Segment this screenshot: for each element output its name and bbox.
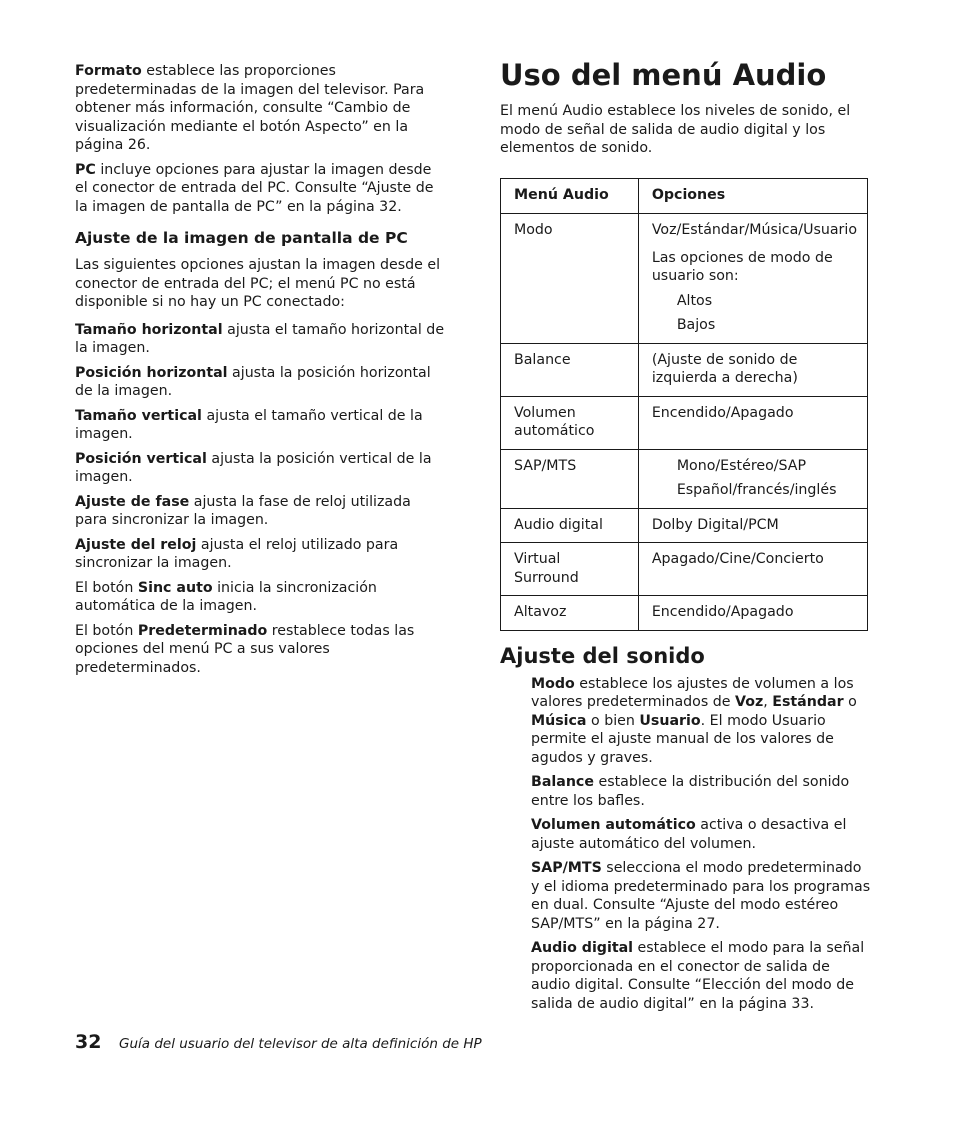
row-label: Altavoz [501,596,639,631]
term: Modo [531,675,575,692]
table-row [501,343,868,396]
term: Posición vertical [75,450,207,467]
desc: o [843,694,857,710]
desc: selecciona el modo predeterminado y el idioma predeterminado para los programas en dual. Consulte “Ajuste del modo estéreo SAP/MTS” en la página 27. [531,860,871,932]
pc-paragraph [75,161,447,217]
term: Predeterminado [137,622,268,639]
pc-description: Las siguientes opciones ajustan la imagen desde el conector de entrada del PC; el menú PC no está disponible si no hay un PC conectado: [75,257,441,310]
sub-option: Mono/Estéreo/SAP [676,457,807,474]
row-label: SAP/MTS [501,449,639,508]
header-menu-audio: Menú Audio [501,178,639,214]
prefix: El botón [75,579,138,596]
sound-item [531,939,872,1013]
row-options: Encendido/Apagado [638,396,867,449]
page-number: 32 [75,1031,102,1053]
desc: incluye opciones para ajustar la imagen desde el conector de entrada del PC. Consulte “Ajuste de la imagen de pantalla de PC” en la página 32. [75,161,434,215]
sub-option: Español/francés/inglés [676,482,837,498]
term: Voz [735,694,764,710]
desc: activa o desactiva el ajuste automático del volumen. [531,817,847,852]
desc: establece los ajustes de volumen a los valores predeterminados de [531,675,854,710]
page-footer [75,1033,482,1054]
term: Balance [531,774,594,790]
desc: ajusta la posición vertical de la imagen. [75,450,432,485]
header-opciones: Opciones [638,178,867,214]
desc: ajusta la posición horizontal de la imagen. [75,364,431,399]
term: Audio digital [531,940,634,956]
term: Posición horizontal [75,364,228,381]
table-header-row [501,178,868,214]
option-paragraph [75,321,447,358]
row-options: (Ajuste de sonido de izquierda a derecha) [638,343,867,396]
term: Usuario [639,712,701,729]
prefix: El botón [75,622,138,639]
term: Tamaño horizontal [75,321,223,338]
modo-paragraph [531,675,872,768]
desc: establece la distribución del sonido entre los bafles. [531,774,850,809]
desc: ajusta el reloj utilizado para sincronizar la imagen. [75,536,399,571]
desc: establece el modo para la señal proporcionada en el conector de salida de audio digital. Consulte “Elección del modo de salida de audio digital” en la página 33. [531,940,865,1012]
option-paragraph [75,407,447,444]
term: Música [531,712,587,729]
sound-item [531,859,872,933]
option-text: Voz/Estándar/Música/Usuario [651,222,857,238]
sinc-paragraph [75,579,447,616]
desc: , [763,694,773,710]
page-title: Uso del menú Audio [500,58,827,92]
term: PC [75,161,96,178]
row-options: Apagado/Cine/Concierto [638,543,867,596]
term: Tamaño vertical [75,407,202,424]
sound-item [531,816,872,853]
term: Volumen automático [531,817,696,833]
desc: o bien [586,712,640,729]
footer-text: Guía del usuario del televisor de alta definición de HP [119,1036,482,1052]
desc: . El modo Usuario permite el ajuste manual de los valores de agudos y graves. [531,712,834,766]
term: Ajuste del reloj [75,536,197,553]
pc-heading: Ajuste de la imagen de pantalla de PC [75,229,408,247]
sub-option: Bajos [676,317,716,333]
desc: restablece todas las opciones del menú PC a sus valores predeterminados. [75,622,415,676]
option-text: Las opciones de modo de usuario son: [651,249,833,284]
desc: ajusta la fase de reloj utilizada para sincronizar la imagen. [75,493,411,528]
option-paragraph [75,450,447,487]
right-column [500,56,872,1019]
term: Estándar [772,694,844,710]
table-row [501,596,868,631]
audio-menu-table [500,178,868,631]
table-row [501,214,868,344]
term: Ajuste de fase [75,493,190,510]
desc: ajusta el tamaño horizontal de la imagen. [75,321,445,356]
row-label: Volumen automático [501,396,639,449]
table-row [501,508,868,543]
row-options: Dolby Digital/PCM [638,508,867,543]
option-paragraph [75,536,447,573]
desc: establece las proporciones predeterminadas de la imagen del televisor. Para obtener más información, consulte “Cambio de visualización mediante el botón Aspecto” en la página 26. [75,63,425,153]
term: SAP/MTS [531,860,602,876]
sub-option: Altos [676,292,713,309]
table-row [501,543,868,596]
row-label: Virtual Surround [501,543,639,596]
table-row [501,449,868,508]
row-options [638,449,867,508]
table-row [501,396,868,449]
sound-item [531,773,872,810]
option-paragraph [75,364,447,401]
section-title: Ajuste del sonido [500,643,705,668]
row-label: Audio digital [501,508,639,543]
left-column [75,62,447,683]
desc: ajusta el tamaño vertical de la imagen. [75,407,423,442]
term: Formato [75,63,142,79]
row-options [638,214,867,344]
formato-paragraph [75,62,447,155]
predet-paragraph [75,622,447,678]
row-options: Encendido/Apagado [638,596,867,631]
row-label: Balance [501,343,639,396]
desc: inicia la sincronización automática de la imagen. [75,579,377,614]
row-label: Modo [501,214,639,344]
audio-intro: El menú Audio establece los niveles de sonido, el modo de señal de salida de audio digital y los elementos de sonido. [500,103,851,156]
term: Sinc auto [137,579,213,596]
option-paragraph [75,493,447,530]
